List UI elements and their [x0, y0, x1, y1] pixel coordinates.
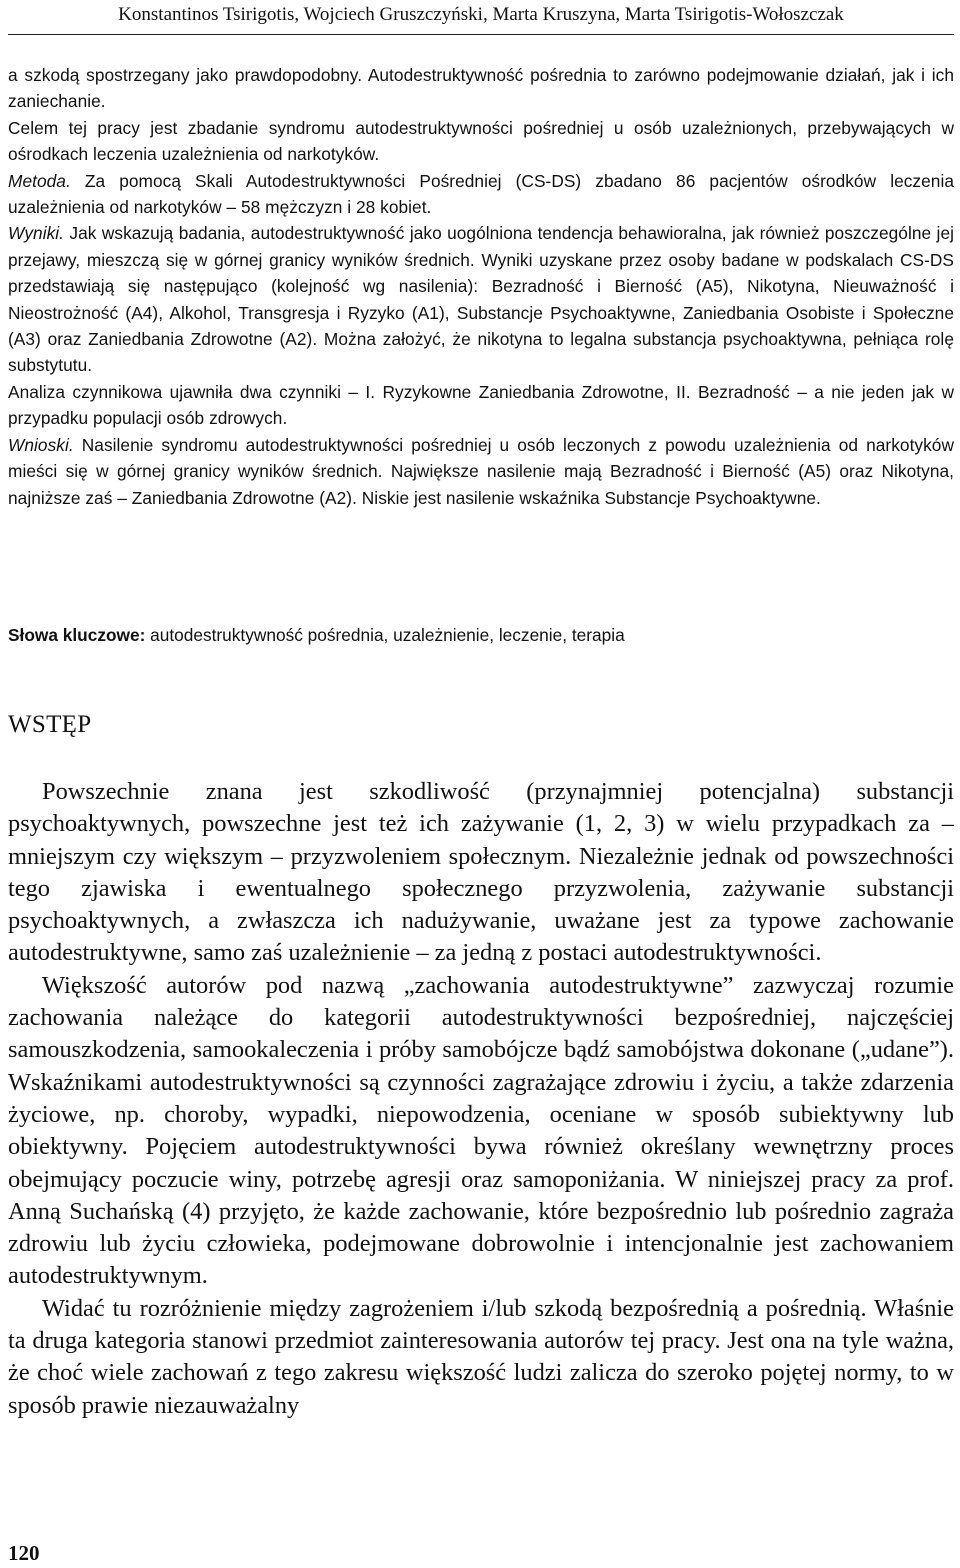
conclusions-text: Nasilenie syndromu autodestruktywności pośredniej u osób leczonych z powodu uzależnienia od narkotyków mieści się w górnej granicy wyników średnich. Największe nasilenie mają Bezradność i Bierność (A5) oraz Nikotyna, najniższe zaś – Zaniedbania Zdrowotne (A2). Niskie jest nasilenie wskaźnika Substancje Psychoaktywne. [8, 434, 954, 508]
abstract [8, 62, 954, 511]
body-paragraph-3: Widać tu rozróżnienie między zagrożeniem i/lub szkodą bezpośrednią a pośrednią. Właśnie ta druga kategoria stanowi przedmiot zainteresowania autorów tej pracy. Jest ona na tyle ważna, że choć wiele zachowań z tego zakresu większość ludzi zalicza do szeroko pojętej normy, to w sposób prawie niezauważalny [8, 1294, 954, 1419]
body-paragraph-2: Większość autorów pod nazwą „zachowania autodestruktywne” zazwyczaj rozumie zachowania należące do kategorii autodestruktywności bezpośredniej, najczęściej samouszkodzenia, samookaleczenia i próby samobójcze bądź samobójstwa dokonane („udane”). Wskaźnikami autodestruktywności są czynności zagrażające zdrowiu i życiu, a także zdarzenia życiowe, np. choroby, wypadki, niepowodzenia, oceniane w sposób subiektywny lub obiektywny. Pojęciem autodestruktywności bywa również określany wewnętrzny proces obejmujący poczucie winy, potrzebę agresji oraz samoponiżania. W niniejszej pracy za prof. Anną Suchańską (4) przyjęto, że każde zachowanie, które bezpośrednio lub pośrednio zagraża zdrowiu lub życiu człowieka, podejmowane dobrowolnie i intencjonalnie jest zachowaniem autodestruktywnym. [8, 971, 954, 1290]
abstract-results [8, 220, 954, 378]
conclusions-label: Wnioski. [8, 434, 74, 455]
results-text: Jak wskazują badania, autodestruktywność jako uogólniona tendencja behawioralna, jak również poszczególne jej przejawy, mieszczą się w górnej granicy wyników średnich. Wyniki uzyskane przez osoby badane w podskalach CS-DS przedstawiają się następująco (kolejność wg nasilenia): Bezradność i Bierność (A5), Nikotyna, Nieuważność i Nieostrożność (A4), Alkohol, Transgresja i Ryzyko (A1), Substancje Psychoaktywne, Zaniedbania Osobiste i Społeczne (A3) oraz Zaniedbania Zdrowotne (A2). Można założyć, że nikotyna to legalna substancja psychoaktywna, pełniąca rolę substytutu. [8, 223, 954, 376]
method-text: Za pomocą Skali Autodestruktywności Pośredniej (CS-DS) zbadano 86 pacjentów ośrodków leczenia uzależnienia od narkotyków – 58 mężczyzn i 28 kobiet. [8, 170, 954, 218]
keywords [8, 622, 954, 648]
abstract-factor-analysis: Analiza czynnikowa ujawniła dwa czynniki – I. Ryzykowne Zaniedbania Zdrowotne, II. Bezradność – a nie jeden jak w przypadku populacji osób zdrowych. [8, 381, 954, 429]
keywords-label: Słowa kluczowe: [8, 625, 146, 645]
abstract-method [8, 168, 954, 221]
abstract-conclusions [8, 432, 954, 511]
results-label: Wyniki. [8, 223, 65, 244]
section-heading: WSTĘP [8, 711, 92, 738]
header-divider [8, 34, 954, 35]
abstract-intro: a szkodą spostrzegany jako prawdopodobny. Autodestruktywność pośrednia to zarówno podejmowanie działań, jak i ich zaniechanie. [8, 65, 954, 112]
body-paragraph-1: Powszechnie znana jest szkodliwość (przynajmniej potencjalna) substancji psychoaktywnych, powszechne jest też ich zażywanie (1, 2, 3) w wielu przypadkach za – mniejszym czy większym – przyzwoleniem społecznym. Niezależnie jednak od powszechności tego zjawiska i ewentualnego społecznego przyzwolenia, zażywanie substancji psychoaktywnych, a zwłaszcza ich nadużywanie, uważane jest za typowe zachowanie autodestruktywne, samo zaś uzależnienie – za jedną z postaci autodestruktywności. [8, 778, 954, 967]
method-label: Metoda. [8, 170, 71, 191]
abstract-aim: Celem tej pracy jest zbadanie syndromu autodestruktywności pośredniej u osób uzależnionych, przebywających w ośrodkach leczenia uzależnienia od narkotyków. [8, 117, 954, 165]
running-header-authors: Konstantinos Tsirigotis, Wojciech Gruszczyński, Marta Kruszyna, Marta Tsirigotis-Wołoszczak [118, 4, 844, 25]
page-number: 120 [8, 1541, 40, 1565]
body-text [8, 776, 954, 1422]
keywords-text: autodestruktywność pośrednia, uzależnienie, leczenie, terapia [145, 625, 625, 645]
